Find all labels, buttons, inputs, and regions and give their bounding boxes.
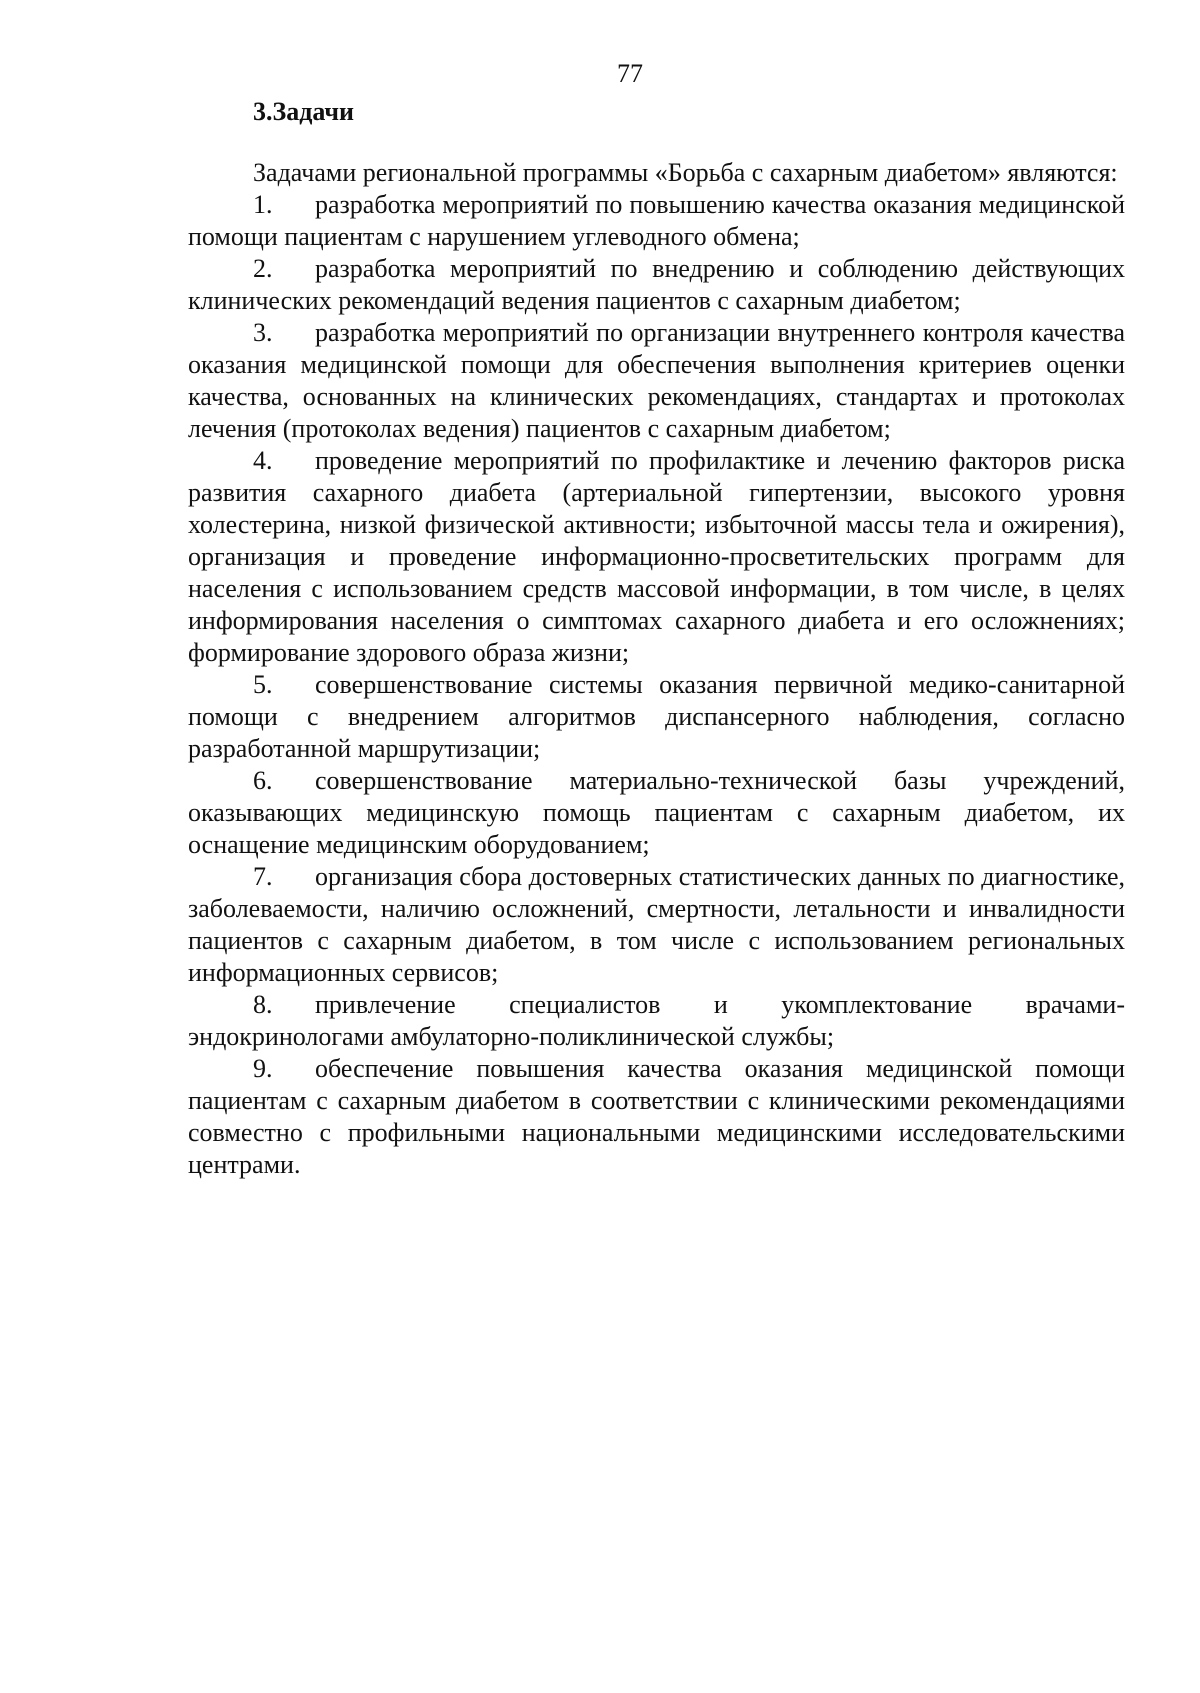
task-item bbox=[188, 989, 1125, 1053]
task-text: разработка мероприятий по повышению качества оказания медицинской помощи пациентам с нарушением углеводного обмена; bbox=[188, 190, 1125, 251]
task-text: совершенствование системы оказания первичной медико-санитарной помощи с внедрением алгоритмов диспансерного наблюдения, согласно разработанной маршрутизации; bbox=[188, 670, 1125, 763]
section-title: 3.Задачи bbox=[253, 97, 354, 126]
task-number: 6. bbox=[253, 766, 273, 795]
task-item bbox=[188, 317, 1125, 445]
task-item bbox=[188, 765, 1125, 861]
document-body bbox=[188, 157, 1125, 1181]
task-text: обеспечение повышения качества оказания медицинской помощи пациентам с сахарным диабетом в соответствии с клиническими рекомендациями совместно с профильными национальными медицинскими исследовательскими центрами. bbox=[188, 1054, 1125, 1179]
task-item bbox=[188, 861, 1125, 989]
task-item bbox=[188, 669, 1125, 765]
task-text: разработка мероприятий по организации внутреннего контроля качества оказания медицинской помощи для обеспечения выполнения критериев оценки качества, основанных на клинических рекомендациях, стандартах и протоколах лечения (протоколах ведения) пациентов с сахарным диабетом; bbox=[188, 318, 1125, 443]
task-item bbox=[188, 445, 1125, 669]
task-text: привлечение специалистов и укомплектование врачами-эндокринологами амбулаторно-поликлинической службы; bbox=[188, 990, 1125, 1051]
task-number: 3. bbox=[253, 318, 273, 347]
task-item bbox=[188, 253, 1125, 317]
intro-paragraph: Задачами региональной программы «Борьба с сахарным диабетом» являются: bbox=[253, 158, 1118, 187]
task-item bbox=[188, 189, 1125, 253]
task-number: 9. bbox=[253, 1054, 273, 1083]
task-number: 4. bbox=[253, 446, 273, 475]
page-number: 77 bbox=[617, 59, 643, 88]
task-number: 5. bbox=[253, 670, 273, 699]
task-text: разработка мероприятий по внедрению и соблюдению действующих клинических рекомендаций ведения пациентов с сахарным диабетом; bbox=[188, 254, 1125, 315]
task-list bbox=[188, 189, 1125, 1181]
task-number: 2. bbox=[253, 254, 273, 283]
task-text: организация сбора достоверных статистических данных по диагностике, заболеваемости, наличию осложнений, смертности, летальности и инвалидности пациентов с сахарным диабетом, в том числе с использованием региональных информационных сервисов; bbox=[188, 862, 1125, 987]
task-number: 1. bbox=[253, 190, 273, 219]
task-number: 7. bbox=[253, 862, 273, 891]
task-text: проведение мероприятий по профилактике и лечению факторов риска развития сахарного диабета (артериальной гипертензии, высокого уровня холестерина, низкой физической активности; избыточной массы тела и ожирения), организация и проведение информационно-просветительских программ для населения с использованием средств массовой информации, в том числе, в целях информирования населения о симптомах сахарного диабета и его осложнениях; формирование здорового образа жизни; bbox=[188, 446, 1125, 667]
task-text: совершенствование материально-технической базы учреждений, оказывающих медицинскую помощь пациентам с сахарным диабетом, их оснащение медицинским оборудованием; bbox=[188, 766, 1125, 859]
task-number: 8. bbox=[253, 990, 273, 1019]
task-item bbox=[188, 1053, 1125, 1181]
